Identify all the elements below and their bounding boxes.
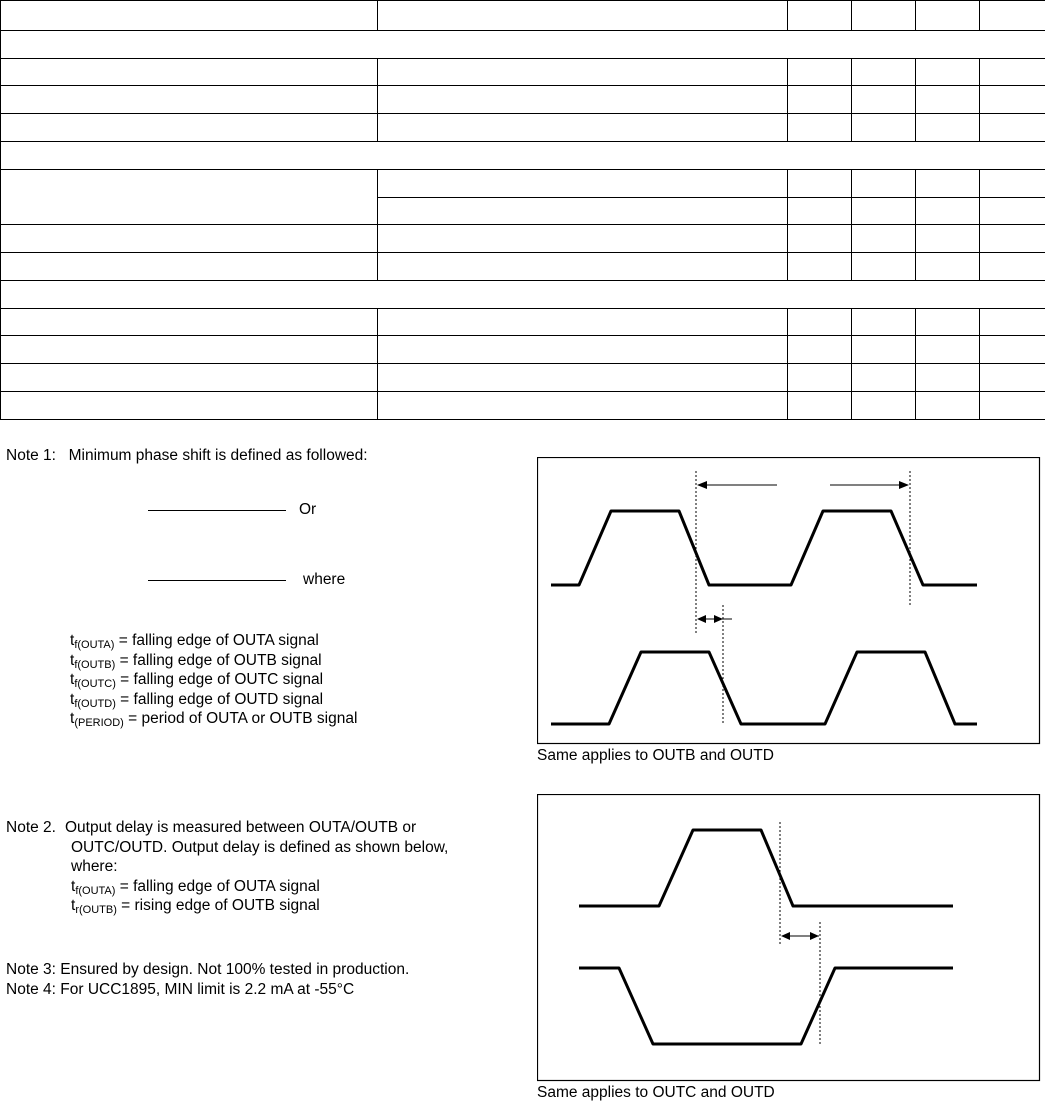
fraction-line-1: [148, 510, 286, 511]
figure-frame: [538, 458, 1040, 744]
outb-waveform: [579, 968, 953, 1044]
definition-item: $t_{f(OUTB)}$ = falling edge of OUTB signal: [70, 651, 322, 671]
table-row: [1, 225, 1045, 253]
fraction-line-2: [148, 580, 286, 581]
table-row: [1, 58, 1045, 86]
outc-waveform: [551, 652, 977, 724]
note2-line: Output delay is measured between OUTA/OUTB or: [64, 819, 417, 836]
or-word: Or: [299, 501, 317, 518]
table-row: [1, 364, 1045, 392]
note1-definitions: [70, 631, 357, 729]
outa-waveform: [551, 511, 977, 585]
table-header-row: [1, 1, 1045, 31]
spec-table: [0, 0, 1045, 420]
arrowhead: [697, 481, 707, 489]
note1-heading: [6, 446, 368, 466]
table-row: [1, 308, 1045, 336]
figure2-caption: Same applies to OUTC and OUTD: [537, 1084, 775, 1101]
outa-waveform: [579, 830, 953, 906]
note2-line: OUTC/OUTD. Output delay is defined as shown below,: [71, 838, 449, 856]
arrowhead: [781, 932, 790, 940]
note1-label: Note 1:: [6, 447, 56, 464]
table-row: [1, 253, 1045, 281]
figure1-caption: Same applies to OUTB and OUTD: [537, 747, 774, 764]
table-section-row: [1, 280, 1045, 308]
note2-label: Note 2.: [6, 819, 56, 836]
table-row: [1, 114, 1045, 142]
phase-shift-waveform-figure: [537, 457, 1041, 745]
arrowhead: [697, 615, 706, 623]
note2-line: where:: [71, 858, 118, 875]
note2-block: [6, 818, 448, 916]
output-delay-waveform-figure: [537, 794, 1041, 1082]
note4: Note 4: For UCC1895, MIN limit is 2.2 mA at -55°C: [6, 981, 355, 998]
note1-text: Minimum phase shift is defined as followed:: [68, 447, 368, 464]
table-section-row: [1, 30, 1045, 58]
note3: Note 3: Ensured by design. Not 100% tested in production.: [6, 961, 410, 978]
arrowhead: [899, 481, 909, 489]
definition-item: $t_{f(OUTA)}$ = falling edge of OUTA signal: [71, 877, 320, 897]
definition-item: $t_{f(OUTA)}$ = falling edge of OUTA signal: [70, 632, 319, 651]
definition-item: $t_{(PERIOD)}$ = period of OUTA or OUTB signal: [70, 710, 358, 729]
table-row: [1, 169, 1045, 197]
where-word: where: [303, 571, 346, 588]
table-row: [1, 336, 1045, 364]
definition-item: $t_{f(OUTD)}$ = falling edge of OUTD signal: [70, 690, 324, 710]
arrowhead: [714, 615, 723, 623]
definition-item: $t_{f(OUTC)}$ = falling edge of OUTC signal: [70, 671, 324, 690]
arrowhead: [810, 932, 819, 940]
table-row: [1, 392, 1045, 420]
table-row: [1, 86, 1045, 114]
table-section-row: [1, 141, 1045, 169]
definition-item: $t_{r(OUTB)} = rising$ edge of OUTB signal: [71, 897, 320, 916]
